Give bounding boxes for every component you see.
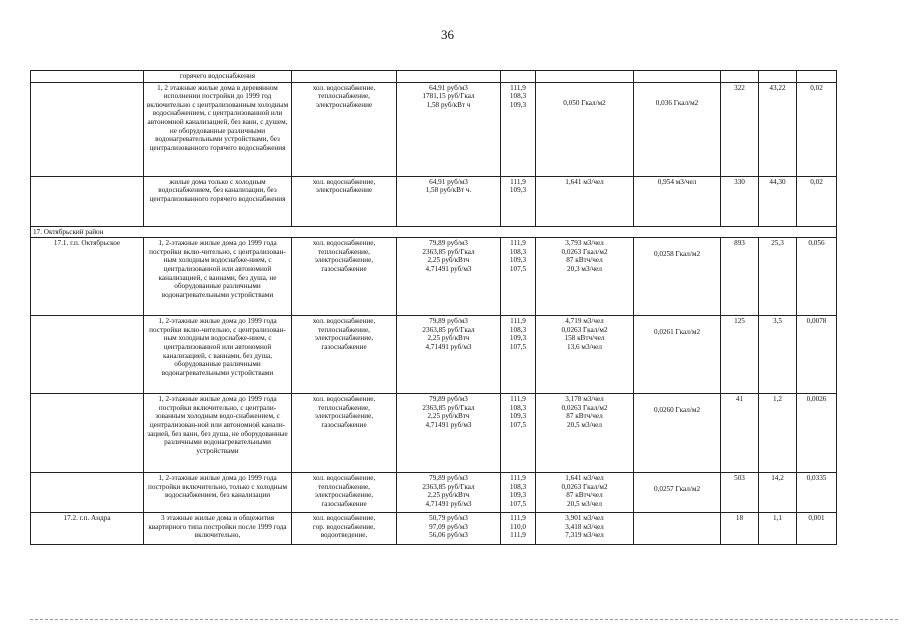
- table-row: [31, 176, 837, 226]
- cell-tariffs: 64,91 руб/м3 1781,15 руб/Гкал 1,58 руб/кВт ч: [397, 82, 501, 176]
- cell-value-c: 0,0026: [797, 394, 837, 473]
- cell-value-a: 893: [721, 238, 759, 316]
- cell-value-a: 125: [721, 316, 759, 394]
- cell-description: горячего водоснабжения: [144, 71, 292, 83]
- cell-place: 17.1. г.п. Октябрьское: [31, 238, 144, 316]
- cell-place: [31, 316, 144, 394]
- cell-value-a: 503: [721, 473, 759, 513]
- cell-norm: 3,178 м3/чел 0,0263 Гкал/м2 87 кВтч/чел 20,5 м3/чел: [536, 394, 634, 473]
- cell-description: 1, 2-этажные жилые дома до 1999 года постройки включительно, только с холодным водоснабжением, без канализации: [144, 473, 292, 513]
- table-row: [31, 394, 837, 473]
- cell-value-c: 0,001: [797, 513, 837, 545]
- cell-norm2: 0,0260 Гкал/м2: [634, 394, 721, 473]
- cell-norm: 3,793 м3/чел 0,0263 Гкал/м2 87 кВтч/чел 20,3 м3/чел: [536, 238, 634, 316]
- cell-value-b: 1,2: [759, 394, 797, 473]
- cell-indices: 111,9 110,0 111,9: [501, 513, 536, 545]
- cell-tariffs: 64,91 руб/м3 1,58 руб/кВт ч.: [397, 176, 501, 226]
- cell-indices: 111,9 108,3 109,3 107,5: [501, 394, 536, 473]
- cell-tariffs: 79,89 руб/м3 2363,85 руб/Гкал 2,25 руб/кВтч 4,71491 руб/м3: [397, 473, 501, 513]
- cell-description: 3 этажные жилые дома и общежития квартирного типа постройки после 1999 года включительно,: [144, 513, 292, 545]
- cell-value-b: 25,3: [759, 238, 797, 316]
- cell-norm: 3,901 м3/чел 3,418 м3/чел 7,319 м3/чел: [536, 513, 634, 545]
- cell-norm: 4,719 м3/чел 0,0263 Гкал/м2 158 кВтч/чел 13,6 м3/чел: [536, 316, 634, 394]
- page-bottom-rule: [30, 619, 898, 620]
- cell-tariffs: 79,89 руб/м3 2363,85 руб/Гкал 2,25 руб/кВтч 4,71491 руб/м3: [397, 316, 501, 394]
- table-row: [31, 316, 837, 394]
- cell-norm2: 0,036 Гкал/м2: [634, 82, 721, 176]
- table-row: [31, 473, 837, 513]
- cell-value-a: 18: [721, 513, 759, 545]
- cell-place: 17.2. г.п. Андра: [31, 513, 144, 545]
- cell-value-b: 43,22: [759, 82, 797, 176]
- cell-indices: 111,9 109,3: [501, 176, 536, 226]
- cell-value-b: 44,30: [759, 176, 797, 226]
- cell-description: 1, 2 этажные жилые дома в деревянном исполнении постройки до 1999 год включительно с централизованным холодным водоснабжением, с централизованной или автономной канализацией, без ванн, с душем, не оборудованные различными водонагревательными устройствами, без централизованного горячего водоснабжения: [144, 82, 292, 176]
- cell-tariffs: 50,79 руб/м3 97,09 руб/м3 56,06 руб/м3: [397, 513, 501, 545]
- cell-services: хол. водоснабжение, теплоснабжение, электроснабжение: [292, 82, 397, 176]
- cell-value-c: 0,0078: [797, 316, 837, 394]
- cell-indices: 111,9 108,3 109,3: [501, 82, 536, 176]
- cell-value-c: 0,056: [797, 238, 837, 316]
- cell-place: [31, 394, 144, 473]
- cell-norm: 0,050 Гкал/м2: [536, 82, 634, 176]
- cell-tariffs: 79,89 руб/м3 2363,85 руб/Гкал 2,25 руб/кВтч 4,71491 руб/м3: [397, 394, 501, 473]
- cell-norm2: 0,0261 Гкал/м2: [634, 316, 721, 394]
- cell-services: хол. водоснабжение, электроснабжение: [292, 176, 397, 226]
- cell-norm2: [634, 513, 721, 545]
- cell-norm2: 0,954 м3/чел: [634, 176, 721, 226]
- section-title: 17. Октябрьский район: [31, 226, 837, 238]
- table-row: [31, 513, 837, 545]
- cell-place: [31, 473, 144, 513]
- cell-norm2: 0,0258 Гкал/м2: [634, 238, 721, 316]
- cell-norm: 1,641 м3/чел 0,0263 Гкал/м2 87 кВтч/чел 20,5 м3/чел: [536, 473, 634, 513]
- cell-services: хол. водоснабжение, гор. водоснабжение, водоотведение,: [292, 513, 397, 545]
- table-row: [31, 71, 837, 83]
- cell-value-c: 0,02: [797, 82, 837, 176]
- cell-description: 1, 2-этажные жилые дома до 1999 года постройки вклю-чительно, с централизован-ным холодным водоснабже-нием, с централизованной или автономной канализацией, с ваннами, без душа, не оборудованные различными водонагревательными устройствами: [144, 238, 292, 316]
- cell-value-a: 41: [721, 394, 759, 473]
- tariff-table: [30, 70, 837, 545]
- cell-description: жилые дома только с холодным водоснабжением, без канализации, без централизованного горячего водоснабжения: [144, 176, 292, 226]
- cell-value-b: 1,1: [759, 513, 797, 545]
- cell-indices: 111,9 108,3 109,3 107,5: [501, 316, 536, 394]
- cell-services: хол. водоснабжение, теплоснабжение, электроснабжение, газоснабжение: [292, 316, 397, 394]
- cell-norm2: 0,0257 Гкал/м2: [634, 473, 721, 513]
- cell-services: хол. водоснабжение, теплоснабжение, электроснабжение, газоснабжение: [292, 238, 397, 316]
- cell-value-b: 14,2: [759, 473, 797, 513]
- table-row: [31, 82, 837, 176]
- cell-services: хол. водоснабжение, теплоснабжение, электроснабжение, газоснабжение: [292, 473, 397, 513]
- cell-value-a: 322: [721, 82, 759, 176]
- cell-value-b: 3,5: [759, 316, 797, 394]
- table-row: [31, 238, 837, 316]
- cell-description: 1, 2-этажные жилые дома до 1999 года постройки вклю-чительно, с централизован-ным холодным водоснабже-нием, с централизованной или автономной канализацией, с ваннами, без душа, оборудованные различными водонагревательными устройствами: [144, 316, 292, 394]
- cell-indices: 111,9 108,3 109,3 107,5: [501, 473, 536, 513]
- cell-norm: 1,641 м3/чел: [536, 176, 634, 226]
- cell-indices: 111,9 108,3 109,3 107,5: [501, 238, 536, 316]
- cell-tariffs: 79,89 руб/м3 2363,85 руб/Гкал 2,25 руб/кВтч 4,71491 руб/м3: [397, 238, 501, 316]
- section-row: [31, 226, 837, 238]
- page-number: 36: [441, 27, 454, 42]
- cell-description: 1, 2-этажные жилые дома до 1999 года постройки включительно, с централи-зованным холодным водо-снабжением, с централизован-ной или автономной канали-зацией, без ванн, без душа, не оборудованные различными водонагревательными устройствами: [144, 394, 292, 473]
- cell-services: хол. водоснабжение, теплоснабжение, электроснабжение, газоснабжение: [292, 394, 397, 473]
- cell-value-c: 0,02: [797, 176, 837, 226]
- cell-value-c: 0,0335: [797, 473, 837, 513]
- cell-value-a: 330: [721, 176, 759, 226]
